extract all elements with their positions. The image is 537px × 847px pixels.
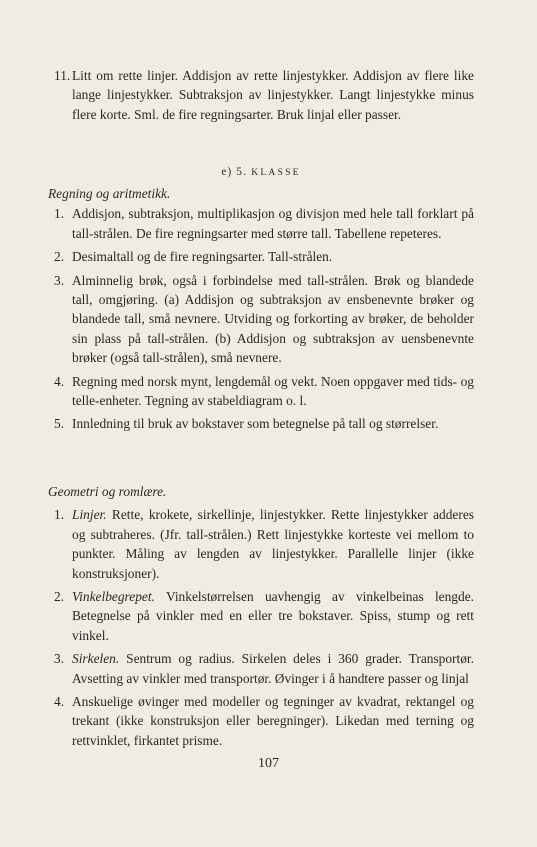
subsection-heading: Regning og aritmetikk. bbox=[48, 186, 171, 201]
geometri-section bbox=[48, 482, 474, 750]
list-item bbox=[48, 372, 474, 411]
item-number: 1. bbox=[54, 507, 65, 523]
item-number: 1. bbox=[54, 206, 65, 222]
item-text: Desimaltall og de fire regningsarter. Tall-strålen. bbox=[72, 249, 333, 265]
item-number: 3. bbox=[54, 272, 65, 288]
item-11-block bbox=[48, 66, 474, 124]
item-number: 2. bbox=[54, 249, 65, 265]
section-name: KLASSE bbox=[251, 167, 301, 178]
list-item bbox=[48, 692, 474, 750]
list-item bbox=[48, 587, 474, 645]
list-item bbox=[48, 247, 474, 266]
item-term: Vinkelbegrepet. bbox=[72, 589, 155, 605]
list-item bbox=[48, 414, 474, 433]
page-number: 107 bbox=[258, 756, 279, 771]
item-text: Vinkelstørrelsen uavhengig av vinkelbeinas lengde. Betegnelse på vinkler med en eller tre bokstaver. Spiss, stump og rett vinkel. bbox=[72, 589, 474, 643]
item-number: 5. bbox=[54, 416, 65, 432]
subsection-heading: Geometri og romlære. bbox=[48, 484, 167, 499]
regning-section bbox=[48, 184, 474, 434]
item-term: Sirkelen. bbox=[72, 651, 120, 667]
item-text: Regning med norsk mynt, lengdemål og vekt. Noen oppgaver med tids- og telle-enheter. Tegning av stabeldiagram o. l. bbox=[72, 373, 474, 409]
item-number: 2. bbox=[54, 589, 65, 605]
item-number: 4. bbox=[54, 694, 65, 710]
item-text: Innledning til bruk av bokstaver som betegnelse på tall og størrelser. bbox=[72, 416, 439, 432]
item-number: 3. bbox=[54, 651, 65, 667]
item-text: Litt om rette linjer. Addisjon av rette linjestykker. Addisjon av flere like lange linjestykker. Subtraksjon av linjestykker. Langt linjestykke minus flere korte. Sml. de fire regningsarter. Bruk linjal eller passer. bbox=[72, 68, 474, 122]
item-number: 11. bbox=[54, 68, 71, 83]
list-item bbox=[48, 66, 474, 124]
item-term: Linjer. bbox=[72, 507, 107, 523]
item-text: Rette, krokete, sirkellinje, linjestykker. Rette linjestykker adderes og subtraheres. (Jfr. tall-strålen.) Rett linjestykke korteste vei mellom to punkter. Måling av lengden av linjestykker. Parallelle linjer (ikke konstruksjoner). bbox=[72, 507, 474, 581]
section-heading bbox=[48, 163, 474, 182]
item-text: Sentrum og radius. Sirkelen deles i 360 grader. Transportør. Avsetting av vinkler med transportør. Øvinger i å handtere passer og linjal bbox=[72, 651, 474, 686]
list-item bbox=[48, 271, 474, 368]
item-text: Anskuelige øvinger med modeller og tegninger av kvadrat, rektangel og trekant (ikke konstruksjon eller beregninger). Likedan med terning og rettvinklet, firkantet prisme. bbox=[72, 694, 474, 748]
list-item bbox=[48, 204, 474, 243]
section-prefix: e) 5. bbox=[221, 166, 248, 178]
list-item bbox=[48, 505, 474, 583]
item-text: Alminnelig brøk, også i forbindelse med tall-strålen. Brøk og blandede tall, omgjøring. (a) Addisjon og subtraksjon av ensbenevnte brøker og blandede tall, små nevnere. Utviding og forkorting av brøker, de beholder sin plass på tall-strålen. (b) Addisjon og subtraksjon av uensbenevnte brøker (også tall-strålen), små nevnere. bbox=[72, 272, 474, 366]
item-text: Addisjon, subtraksjon, multiplikasjon og divisjon med hele tall forklart på tall-strålen. De fire regningsarter med større tall. Tabellene repeteres. bbox=[72, 206, 474, 241]
item-number: 4. bbox=[54, 373, 65, 389]
list-item bbox=[48, 649, 474, 688]
